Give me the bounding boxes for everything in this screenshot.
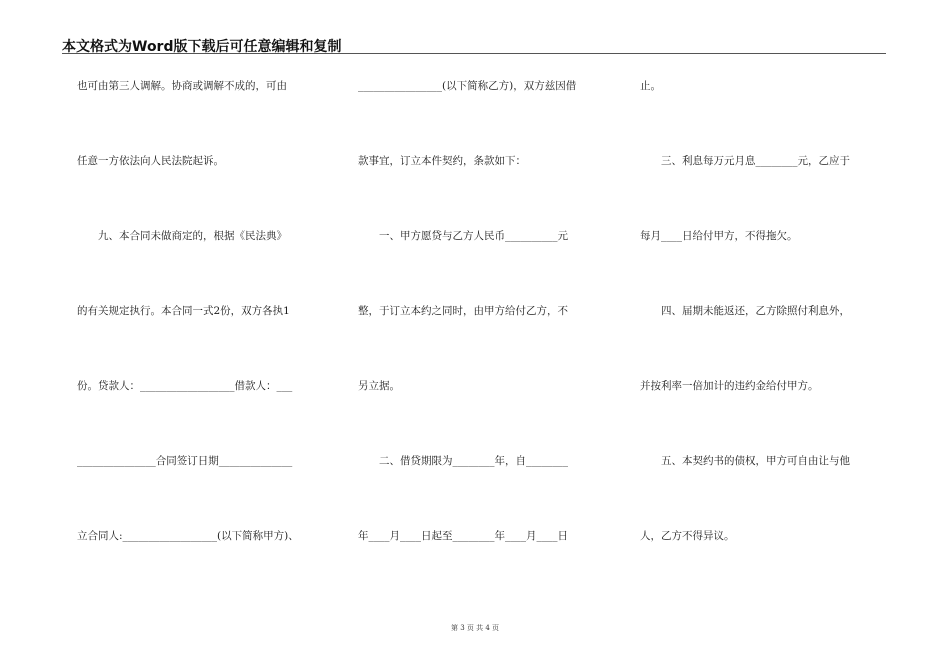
text-line: 九、本合同未做商定的，根据《民法典》 xyxy=(77,230,287,242)
header-divider xyxy=(62,53,886,54)
text-line: 另立据。 xyxy=(358,380,400,392)
text-line: 三、利息每万元月息________元，乙应于 xyxy=(640,155,850,167)
text-line: 整，于订立本约之同时，由甲方给付乙方，不 xyxy=(358,305,568,317)
page-header-title: 本文格式为Word版下载后可任意编辑和复制 xyxy=(62,39,342,55)
text-line: 五、本契约书的债权，甲方可自由让与他 xyxy=(640,455,850,467)
page-number: 第 3 页 共 4 页 xyxy=(450,624,500,632)
text-line: 每月____日给付甲方，不得拖欠。 xyxy=(640,230,798,242)
text-line: 人，乙方不得异议。 xyxy=(640,530,735,542)
text-line: 止。 xyxy=(640,80,661,92)
text-line: 二、借贷期限为________年，自________ xyxy=(358,455,568,467)
text-line: 任意一方依法向人民法院起诉。 xyxy=(77,155,224,167)
text-line: 的有关规定执行。本合同一式2份，双方各执1 xyxy=(77,305,290,317)
text-line: 并按利率一倍加计的违约金给付甲方。 xyxy=(640,380,819,392)
text-line: ________________(以下简称乙方)，双方兹因借 xyxy=(358,80,577,92)
text-line: 立合同人:__________________(以下简称甲方)、 xyxy=(77,530,299,542)
text-line: 一、甲方愿贷与乙方人民币__________元 xyxy=(358,230,568,242)
text-line: 款事宜，订立本件契约，条款如下： xyxy=(358,155,526,167)
text-line: 也可由第三人调解。协商或调解不成的，可由 xyxy=(77,80,287,92)
text-line: _______________合同签订日期______________ xyxy=(77,455,293,467)
text-line: 份。贷款人：__________________借款人：___ xyxy=(77,380,293,392)
text-line: 四、届期未能返还，乙方除照付利息外， xyxy=(640,305,850,317)
text-line: 年____月____日起至________年____月____日 xyxy=(358,530,568,542)
